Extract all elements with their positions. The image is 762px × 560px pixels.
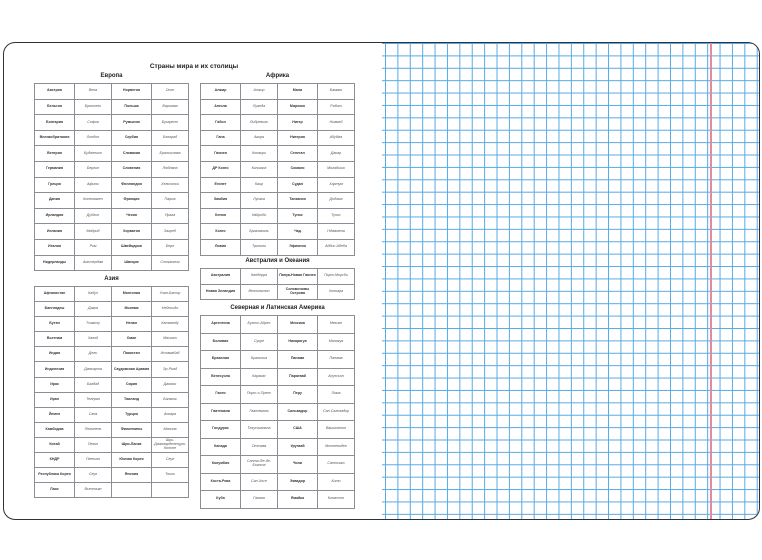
capital-cell: Могадишо xyxy=(318,161,355,177)
capital-cell: Порт-о-Пренс xyxy=(241,386,278,404)
capital-cell: Рабат xyxy=(318,99,355,115)
table-row xyxy=(201,115,355,131)
table-row xyxy=(35,84,189,100)
country-cell: Колумбия xyxy=(201,456,241,474)
country-cell: Бельгия xyxy=(35,99,75,115)
table-row xyxy=(201,368,355,386)
table-row xyxy=(35,332,189,347)
country-cell: Индонезия xyxy=(35,362,75,377)
country-cell: Венесуэла xyxy=(201,368,241,386)
capital-cell: Порт-Морсби xyxy=(318,269,355,285)
country-cell: Сальвадор xyxy=(277,403,317,421)
capital-cell: Сеул xyxy=(152,453,189,468)
country-cell: Канада xyxy=(201,438,241,456)
capital-cell: Копенгаген xyxy=(75,193,112,209)
capital-cell: Мехико xyxy=(318,316,355,334)
capital-cell: Хониара xyxy=(318,284,355,300)
capital-cell: Каракас xyxy=(241,368,278,386)
capital-cell: Пекин xyxy=(75,437,112,452)
capital-cell: Мадрид xyxy=(75,224,112,240)
table-row xyxy=(201,386,355,404)
country-cell: Сомали xyxy=(277,161,317,177)
capital-cell: Вьентьян xyxy=(75,483,112,498)
country-cell: Швеция xyxy=(111,255,151,271)
country-cell: Гана xyxy=(201,130,241,146)
country-cell: Венгрия xyxy=(35,146,75,162)
country-cell: ДР Конго xyxy=(201,161,241,177)
capital-cell: Афины xyxy=(75,177,112,193)
country-cell: Япония xyxy=(111,468,151,483)
table-row xyxy=(201,456,355,474)
table-row xyxy=(35,392,189,407)
capital-cell: Ханой xyxy=(75,332,112,347)
capital-cell: Аддис-Абеба xyxy=(318,239,355,255)
margin-line xyxy=(710,43,712,519)
country-cell: Конго xyxy=(201,224,241,240)
country-cell: Иран xyxy=(35,392,75,407)
capital-cell: Додома xyxy=(318,193,355,209)
capital-cell: Луанда xyxy=(241,99,278,115)
table-row xyxy=(35,130,189,146)
country-cell: Камбоджа xyxy=(35,422,75,437)
country-cell: Нидерланды xyxy=(35,255,75,271)
table-row xyxy=(35,255,189,271)
capital-cell: Белград xyxy=(152,130,189,146)
capital-cell: Анкара xyxy=(152,407,189,422)
capital-cell: Тхимпху xyxy=(75,317,112,332)
country-cell: Эквадор xyxy=(277,473,317,491)
capital-cell: Дублин xyxy=(75,208,112,224)
table-row xyxy=(201,333,355,351)
country-cell: Сербия xyxy=(111,130,151,146)
capital-cell: Токио xyxy=(152,468,189,483)
capital-cell: Пхеньян xyxy=(75,453,112,468)
table-row xyxy=(201,421,355,439)
country-cell: Хорватия xyxy=(111,224,151,240)
capital-cell: Манагуа xyxy=(318,333,355,351)
capital-cell: Гватемала xyxy=(241,403,278,421)
capital-cell: Пномпень xyxy=(75,422,112,437)
table-row xyxy=(201,316,355,334)
country-cell: Китай xyxy=(35,437,75,452)
capital-cell: Сеул xyxy=(75,468,112,483)
table-row xyxy=(201,403,355,421)
capital-cell: Бамако xyxy=(318,84,355,100)
country-cell: Нигер xyxy=(277,115,317,131)
country-cell: Парагвай xyxy=(277,368,317,386)
country-cell: Нигерия xyxy=(277,130,317,146)
capital-cell: Дакар xyxy=(318,146,355,162)
country-cell: Боливия xyxy=(201,333,241,351)
capital-cell: Шри-Джаяварденепура-Котте xyxy=(152,437,189,452)
country-cell: Ямайка xyxy=(277,491,317,509)
country-cell: Великобритания xyxy=(35,130,75,146)
table-row xyxy=(201,351,355,369)
capital-cell: Сана xyxy=(75,407,112,422)
capital-cell: Париж xyxy=(152,193,189,209)
country-cell: Йемен xyxy=(35,407,75,422)
country-cell: Австралия xyxy=(201,269,241,285)
country-cell: Индия xyxy=(35,347,75,362)
country-cell: Болгария xyxy=(35,115,75,131)
capital-cell: Канберра xyxy=(241,269,278,285)
table-row xyxy=(35,161,189,177)
table-row xyxy=(35,362,189,377)
capital-cell: Триполи xyxy=(241,239,278,255)
country-cell: Коста-Рика xyxy=(201,473,241,491)
section-title-europe: Европа xyxy=(100,73,123,79)
capital-cell: Хельсинки xyxy=(152,177,189,193)
country-cell: Сирия xyxy=(111,377,151,392)
capital-cell: Брюссель xyxy=(75,99,112,115)
capital-cell: Лондон xyxy=(75,130,112,146)
country-cell: Сенегал xyxy=(277,146,317,162)
capital-cell: Оттава xyxy=(241,438,278,456)
notebook-spread xyxy=(3,42,760,520)
capital-cell: Дакка xyxy=(75,302,112,317)
country-cell: Словения xyxy=(111,161,151,177)
country-cell: Марокко xyxy=(277,99,317,115)
country-cell: Ирак xyxy=(35,377,75,392)
capital-cell: Каир xyxy=(241,177,278,193)
table-row xyxy=(35,177,189,193)
country-cell: Вьетнам xyxy=(35,332,75,347)
table-row xyxy=(201,130,355,146)
country-cell: Республика Корея xyxy=(35,468,75,483)
capital-cell: Улан-Батор xyxy=(152,287,189,302)
country-cell: Соломоновы Острова xyxy=(277,284,317,300)
table-row xyxy=(201,239,355,255)
capital-cell: Маскат xyxy=(152,332,189,347)
europe-table xyxy=(34,83,189,271)
country-cell: Швейцария xyxy=(111,239,151,255)
capital-cell: Дамаск xyxy=(152,377,189,392)
table-row xyxy=(35,483,189,498)
capital-cell: Аккра xyxy=(241,130,278,146)
capital-cell: Кито xyxy=(318,473,355,491)
capital-cell: Либревиль xyxy=(241,115,278,131)
country-cell: Дания xyxy=(35,193,75,209)
country-cell: Бангладеш xyxy=(35,302,75,317)
table-row xyxy=(35,224,189,240)
table-row xyxy=(201,284,355,300)
country-cell: Непал xyxy=(111,317,151,332)
country-cell: Габон xyxy=(201,115,241,131)
country-cell: Мексика xyxy=(277,316,317,334)
capital-cell: Тегеран xyxy=(75,392,112,407)
table-row xyxy=(35,407,189,422)
country-cell: Чад xyxy=(277,224,317,240)
country-cell: Кения xyxy=(201,208,241,224)
country-cell: Лаос xyxy=(35,483,75,498)
table-row xyxy=(201,473,355,491)
country-cell: Мьянма xyxy=(111,302,151,317)
capital-cell: Бангкок xyxy=(152,392,189,407)
capital-cell: Нджамена xyxy=(318,224,355,240)
capital-cell: Конакри xyxy=(241,146,278,162)
country-cell: Пакистан xyxy=(111,347,151,362)
capital-cell: Братислава xyxy=(152,146,189,162)
country-cell: Монголия xyxy=(111,287,151,302)
capital-cell: Джакарта xyxy=(75,362,112,377)
capital-cell: Вена xyxy=(75,84,112,100)
table-row xyxy=(201,438,355,456)
table-row xyxy=(35,422,189,437)
country-cell: Франция xyxy=(111,193,151,209)
country-cell: Ангола xyxy=(201,99,241,115)
capital-cell: Лусака xyxy=(241,193,278,209)
section-title-africa: Африка xyxy=(265,73,290,79)
table-row xyxy=(201,99,355,115)
capital-cell: Кингстон xyxy=(318,491,355,509)
country-cell: Греция xyxy=(35,177,75,193)
capital-cell: Осло xyxy=(152,84,189,100)
country-cell: Гаити xyxy=(201,386,241,404)
country-cell: Турция xyxy=(111,407,151,422)
capital-cell: Алжир xyxy=(241,84,278,100)
capital-cell: Бразилиа xyxy=(241,351,278,369)
capital-cell: Браззавиль xyxy=(241,224,278,240)
capital-cell: Сан-Сальвадор xyxy=(318,403,355,421)
country-cell: Афганистан xyxy=(35,287,75,302)
table-row xyxy=(35,437,189,452)
country-cell: Уругвай xyxy=(277,438,317,456)
table-row xyxy=(201,161,355,177)
table-row xyxy=(35,115,189,131)
country-cell: Чехия xyxy=(111,208,151,224)
country-cell: Судан xyxy=(277,177,317,193)
capital-cell: Дели xyxy=(75,347,112,362)
capital-cell: Эр-Рияд xyxy=(152,362,189,377)
section-title-asia: Азия xyxy=(104,276,119,282)
section-title-oceania: Австралия и Океания xyxy=(245,258,310,264)
country-cell: Алжир xyxy=(201,84,241,100)
capital-cell: Найроби xyxy=(241,208,278,224)
country-cell: Филиппины xyxy=(111,422,151,437)
africa-table xyxy=(200,83,355,256)
capital-cell: София xyxy=(75,115,112,131)
capital-cell: Асунсьон xyxy=(318,368,355,386)
capital-cell: Любляна xyxy=(152,161,189,177)
capital-cell: Хартум xyxy=(318,177,355,193)
capital-cell: Тегусигальпа xyxy=(241,421,278,439)
capital-cell: Загреб xyxy=(152,224,189,240)
capital-cell: Гавана xyxy=(241,491,278,509)
country-cell: КНДР xyxy=(35,453,75,468)
capital-cell: Варшава xyxy=(152,99,189,115)
capital-cell xyxy=(152,483,189,498)
capital-cell: Рим xyxy=(75,239,112,255)
country-cell: США xyxy=(277,421,317,439)
table-row xyxy=(35,287,189,302)
country-cell: Норвегия xyxy=(111,84,151,100)
table-row xyxy=(35,146,189,162)
country-cell: Эфиопия xyxy=(277,239,317,255)
page-title: Страны мира и их столицы xyxy=(149,63,239,70)
table-row xyxy=(35,239,189,255)
capital-cell: Манила xyxy=(152,422,189,437)
country-cell: Тунис xyxy=(277,208,317,224)
table-row xyxy=(201,193,355,209)
country-cell: Перу xyxy=(277,386,317,404)
country-cell: Оман xyxy=(111,332,151,347)
table-row xyxy=(35,468,189,483)
capital-cell: Тунис xyxy=(318,208,355,224)
table-row xyxy=(201,224,355,240)
country-cell: Шри-Ланка xyxy=(111,437,151,452)
capital-cell: Нейпьидо xyxy=(152,302,189,317)
country-cell: Испания xyxy=(35,224,75,240)
capital-cell: Ниамей xyxy=(318,115,355,131)
capital-cell: Бухарест xyxy=(152,115,189,131)
country-cell: Гвинея xyxy=(201,146,241,162)
capital-cell: Будапешт xyxy=(75,146,112,162)
capital-cell: Абуджа xyxy=(318,130,355,146)
country-cell: Германия xyxy=(35,161,75,177)
table-row xyxy=(35,99,189,115)
table-row xyxy=(201,269,355,285)
capital-cell: Багдад xyxy=(75,377,112,392)
left-page xyxy=(4,43,382,519)
country-cell: Словакия xyxy=(111,146,151,162)
section-title-americas: Северная и Латинская Америка xyxy=(230,305,325,311)
country-cell: Папуа-Новая Гвинея xyxy=(277,269,317,285)
table-row xyxy=(201,146,355,162)
capital-cell: Монтевидео xyxy=(318,438,355,456)
country-cell: Чили xyxy=(277,456,317,474)
table-row xyxy=(35,208,189,224)
capital-cell: Прага xyxy=(152,208,189,224)
country-cell: Польша xyxy=(111,99,151,115)
capital-cell: Буэнос-Айрес xyxy=(241,316,278,334)
country-cell: Египет xyxy=(201,177,241,193)
oceania-table xyxy=(200,268,355,300)
country-cell: Румыния xyxy=(111,115,151,131)
capital-cell: Сантьяго xyxy=(318,456,355,474)
country-cell: Таиланд xyxy=(111,392,151,407)
table-row xyxy=(35,377,189,392)
country-cell: Италия xyxy=(35,239,75,255)
capital-cell: Исламабад xyxy=(152,347,189,362)
country-cell: Куба xyxy=(201,491,241,509)
capital-cell: Санта-Фе-де-Богота xyxy=(241,456,278,474)
country-cell: Бразилия xyxy=(201,351,241,369)
country-cell: Саудовская Аравия xyxy=(111,362,151,377)
country-cell: Никарагуа xyxy=(277,333,317,351)
capital-cell: Стокгольм xyxy=(152,255,189,271)
country-cell: Ливия xyxy=(201,239,241,255)
country-cell: Аргентина xyxy=(201,316,241,334)
country-cell xyxy=(111,483,151,498)
capital-cell: Сукре xyxy=(241,333,278,351)
country-cell: Гватемала xyxy=(201,403,241,421)
grid-page xyxy=(382,43,759,519)
table-row xyxy=(35,317,189,332)
capital-cell: Сан-Хосе xyxy=(241,473,278,491)
table-row xyxy=(35,302,189,317)
table-row xyxy=(201,208,355,224)
table-row xyxy=(35,347,189,362)
country-cell: Гондурас xyxy=(201,421,241,439)
capital-cell: Катманду xyxy=(152,317,189,332)
country-cell: Южная Корея xyxy=(111,453,151,468)
country-cell: Замбия xyxy=(201,193,241,209)
country-cell: Панама xyxy=(277,351,317,369)
table-row xyxy=(35,193,189,209)
table-row xyxy=(201,84,355,100)
capital-cell: Лима xyxy=(318,386,355,404)
table-row xyxy=(201,491,355,509)
table-row xyxy=(201,177,355,193)
capital-cell: Панама xyxy=(318,351,355,369)
capital-cell: Берлин xyxy=(75,161,112,177)
capital-cell: Вашингтон xyxy=(318,421,355,439)
capital-cell: Берн xyxy=(152,239,189,255)
capital-cell: Веллингтон xyxy=(241,284,278,300)
country-cell: Новая Зеландия xyxy=(201,284,241,300)
country-cell: Ирландия xyxy=(35,208,75,224)
americas-table xyxy=(200,315,355,509)
country-cell: Финляндия xyxy=(111,177,151,193)
capital-cell: Киншаса xyxy=(241,161,278,177)
country-cell: Мали xyxy=(277,84,317,100)
capital-cell: Амстердам xyxy=(75,255,112,271)
country-cell: Танзания xyxy=(277,193,317,209)
table-row xyxy=(35,453,189,468)
capital-cell: Кабул xyxy=(75,287,112,302)
asia-table xyxy=(34,286,189,498)
country-cell: Австрия xyxy=(35,84,75,100)
country-cell: Бутан xyxy=(35,317,75,332)
